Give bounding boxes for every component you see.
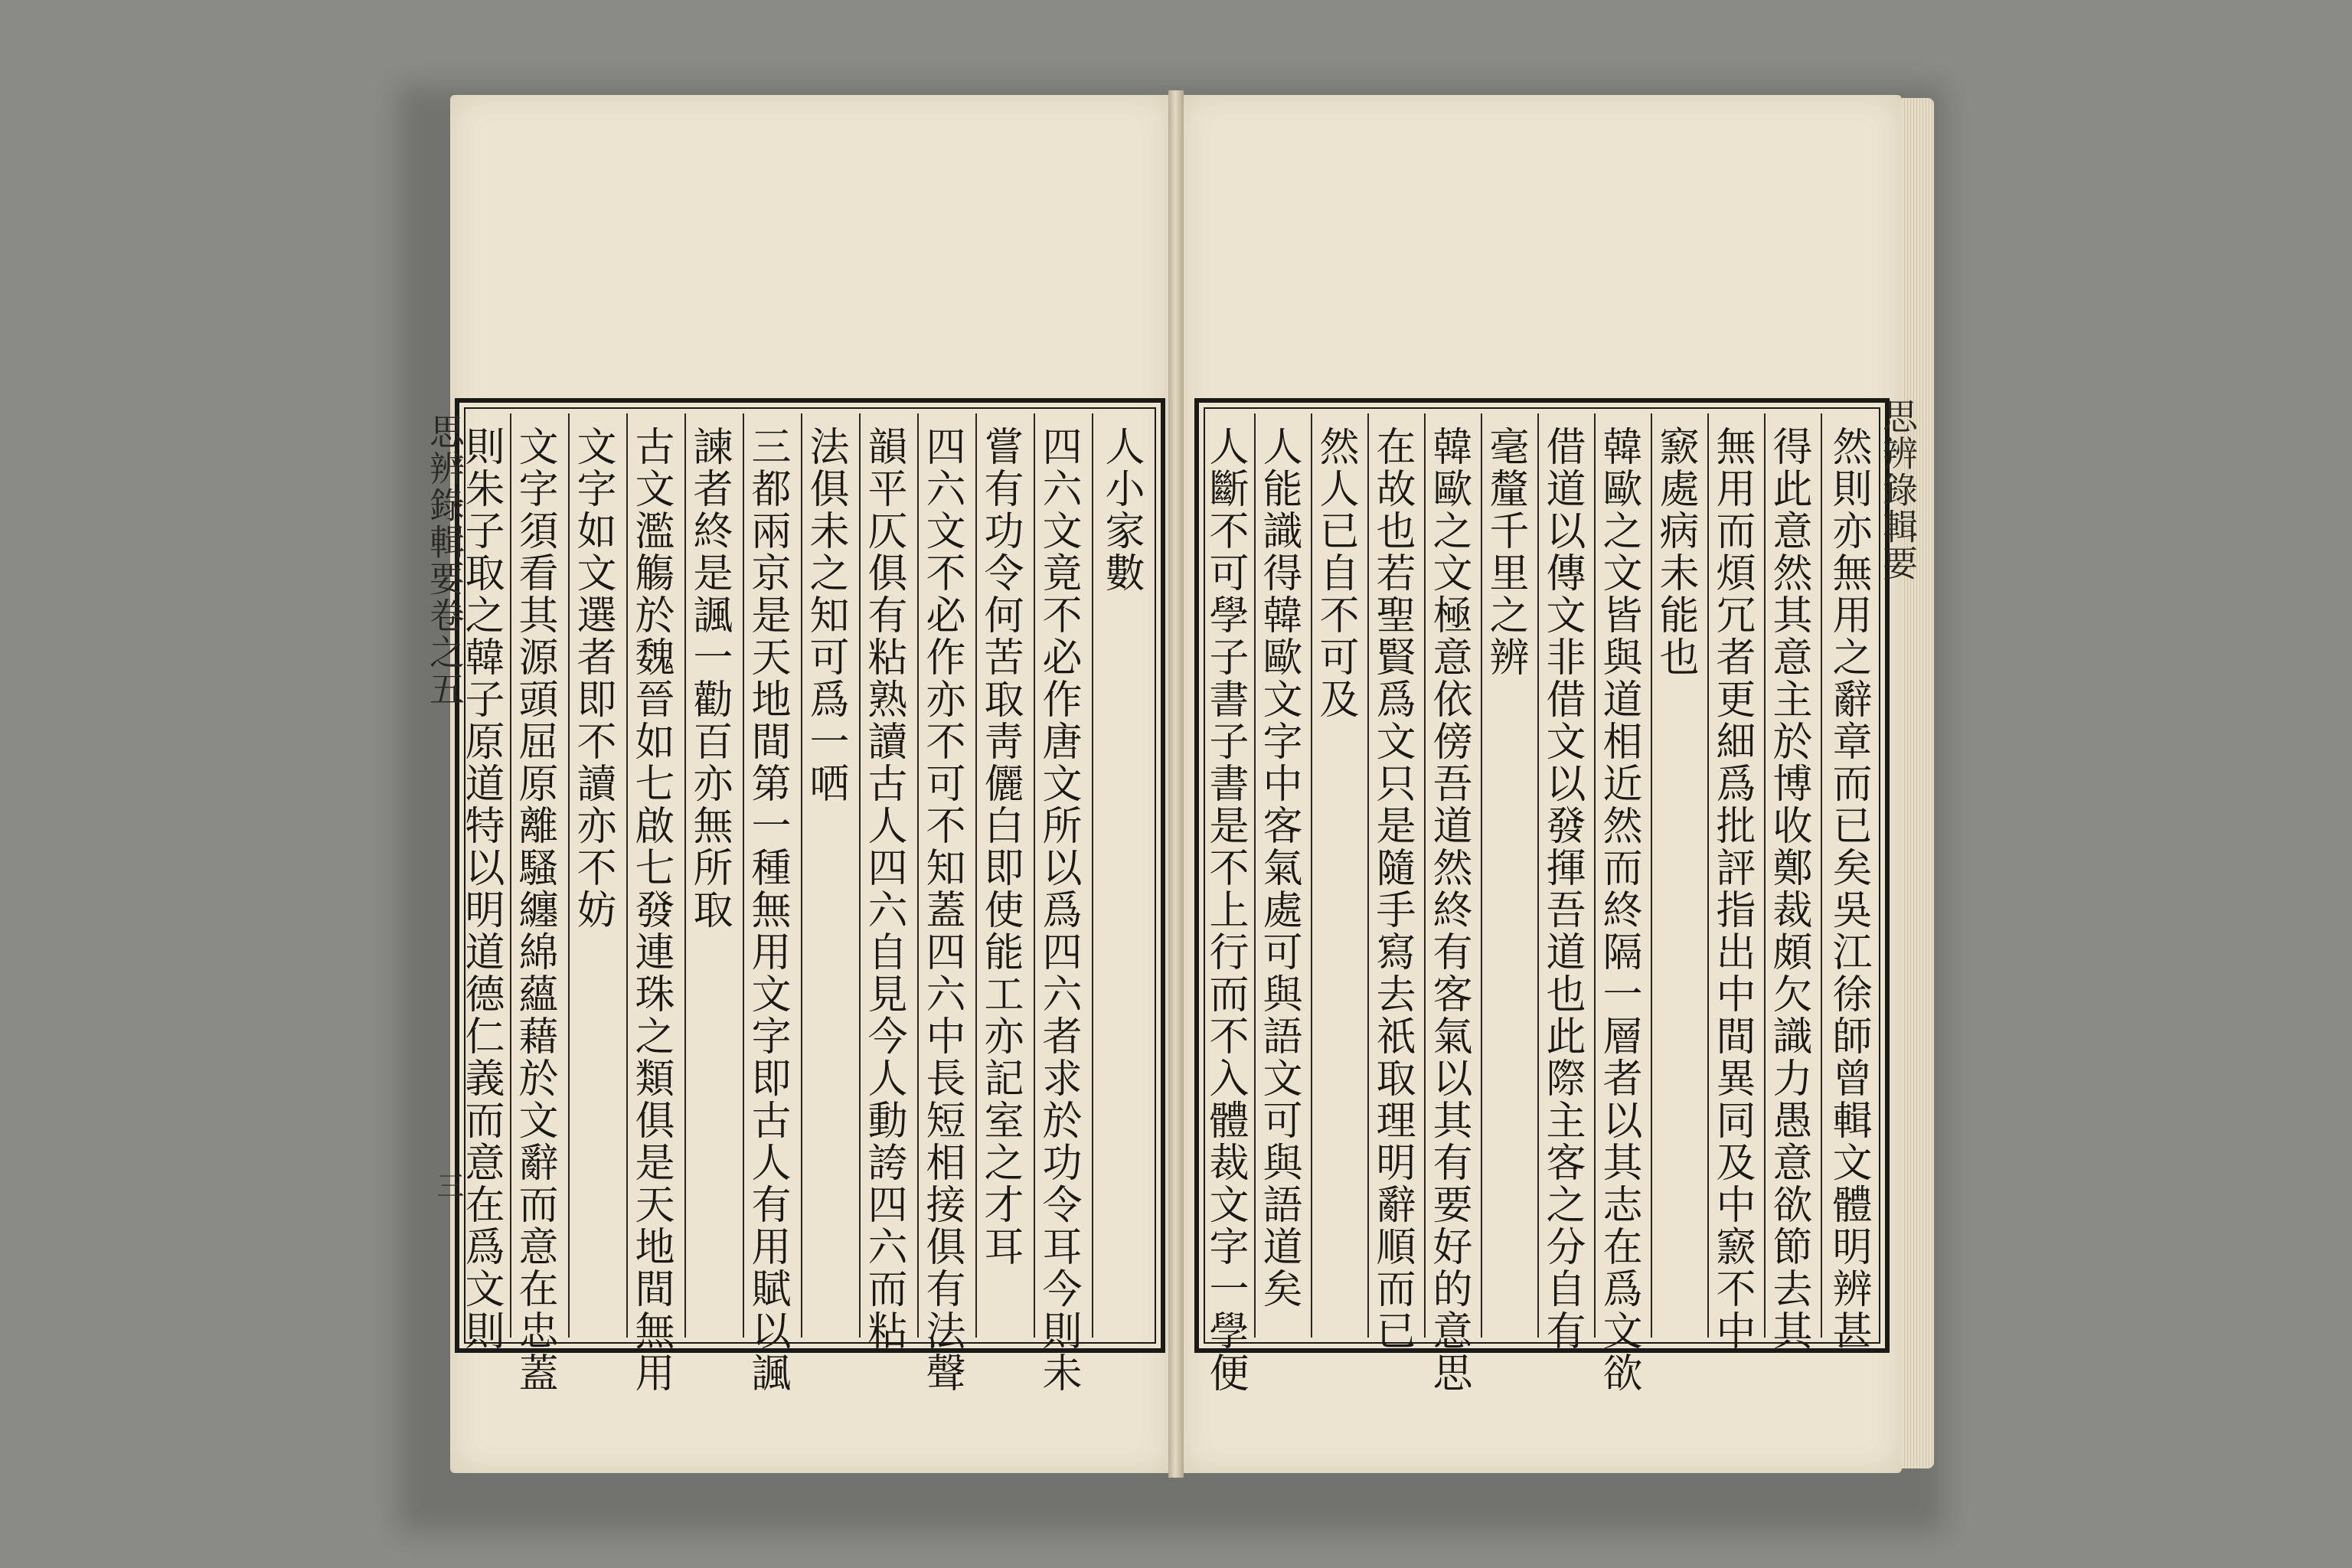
text-column: 借道以傳文非借文以發揮吾道也此際主客之分自有 (1539, 426, 1585, 1352)
column-rule (1254, 413, 1256, 1338)
text-column: 韓歐之文皆與道相近然而終隔一層者以其志在爲文欲 (1596, 426, 1642, 1394)
text-column: 文字如文選者即不讀亦不妨 (570, 426, 616, 931)
column-rule (1424, 413, 1426, 1338)
text-column: 則朱子取之韓子原道特以明道德仁義而意在爲文則 (458, 426, 504, 1352)
column-rule (1707, 413, 1709, 1338)
text-column: 韻平仄俱有粘熟讀古人四六自見今人動誇四六而粘 (861, 426, 906, 1352)
column-rule (510, 413, 511, 1338)
text-column: 然人已自不可及 (1312, 426, 1358, 720)
column-rule (801, 413, 802, 1338)
column-rule (626, 413, 628, 1338)
text-column: 人斷不可學子書子書是不上行而不入體裁文字一學便 (1202, 426, 1248, 1394)
column-rule (859, 413, 861, 1338)
column-rule (1092, 413, 1093, 1338)
text-column: 法俱未之知可爲一哂 (802, 426, 848, 805)
text-column: 得此意然其意主於博收鄭裁頗欠識力愚意欲節去其 (1766, 426, 1811, 1352)
column-rule (684, 413, 686, 1338)
left-running-title: 思辨錄輯要卷之五 (424, 413, 466, 707)
text-column: 在故也若聖賢爲文只是隨手寫去祇取理明辭順而已 (1369, 426, 1415, 1352)
text-column: 四六文竟不必作唐文所以爲四六者求於功令耳今則未 (1035, 426, 1081, 1394)
text-column: 韓歐之文極意依傍吾道然終有客氣以其有要好的意思 (1426, 426, 1472, 1394)
text-column: 四六文不必作亦不可不知蓋四六中長短相接俱有法聲 (919, 426, 965, 1394)
book-gutter (1168, 90, 1184, 1478)
column-rule (1821, 413, 1822, 1338)
column-rule (568, 413, 570, 1338)
column-rule (975, 413, 977, 1338)
left-folio-number: 三 (433, 1171, 464, 1200)
text-column: 窾處病未能也 (1652, 426, 1698, 678)
text-column: 三都兩京是天地間第一種無用文字即古人有用賦以諷 (744, 426, 790, 1394)
text-column: 古文濫觴於魏晉如七啟七發連珠之類俱是天地間無用 (628, 426, 674, 1394)
column-rule (1764, 413, 1766, 1338)
text-column: 人小家數 (1098, 426, 1144, 594)
column-rule (1651, 413, 1652, 1338)
left-text-frame (455, 398, 1165, 1394)
text-column: 文字須看其源頭屈原離騷纏綿蘊藉於文辭而意在忠蓋 (511, 426, 557, 1394)
right-running-title: 思辨錄輯要 (1877, 398, 1919, 582)
column-rule (1594, 413, 1596, 1338)
text-column: 人能識得韓歐文字中客氣處可與語文可與語道矣 (1256, 426, 1302, 1310)
text-column: 然則亦無用之辭章而已矣吳江徐師曾輯文體明辨甚 (1825, 426, 1871, 1352)
text-column: 無用而煩冗者更細爲批評指出中間異同及中窾不中 (1709, 426, 1755, 1352)
right-text-frame (1194, 398, 1890, 1394)
column-rule (917, 413, 919, 1338)
column-rule (743, 413, 744, 1338)
text-column: 諫者終是諷一勸百亦無所取 (686, 426, 732, 931)
text-column: 毫釐千里之辨 (1482, 426, 1528, 678)
column-rule (1537, 413, 1539, 1338)
column-rule (1034, 413, 1035, 1338)
column-rule (1481, 413, 1482, 1338)
column-rule (1367, 413, 1369, 1338)
text-column: 嘗有功令何苦取靑儷白即使能工亦記室之才耳 (977, 426, 1023, 1268)
page-edges (1902, 98, 1934, 1468)
column-rule (1311, 413, 1312, 1338)
